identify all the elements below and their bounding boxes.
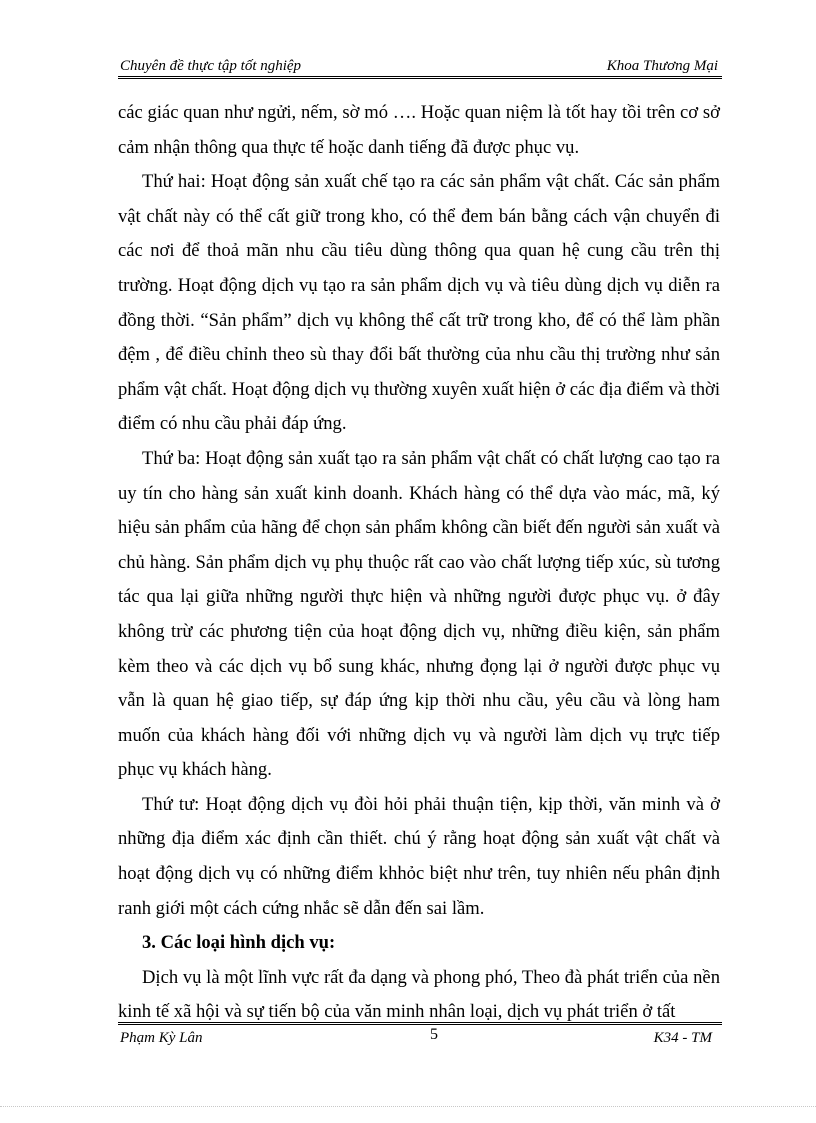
footer-divider	[118, 1022, 722, 1025]
page-number: 5	[430, 1026, 438, 1043]
section-heading: 3. Các loại hình dịch vụ:	[142, 932, 336, 954]
paragraph-continuation: các giác quan như ngửi, nếm, sờ mó …. Hoặc quan niệm là tốt hay tồi trên cơ sở cảm nhận thông qua thực tế hoặc danh tiếng đã được phục vụ.	[118, 102, 720, 158]
footer-class: K34 - TM	[653, 1030, 712, 1046]
paragraph-service-types: Dịch vụ là một lĩnh vực rất đa dạng và phong phó, Theo đà phát triển của nền kinh tế xã hội và sự tiến bộ của văn minh nhân loại, dịch vụ phát triển ở tất	[118, 966, 720, 1023]
document-body	[118, 96, 720, 1030]
paragraph-third-point: Thứ ba: Hoạt động sản xuất tạo ra sản phẩm vật chất có chất lượng cao tạo ra uy tín cho hàng sản xuất kinh doanh. Khách hàng có thể dựa vào mác, mã, ký hiệu sản phẩm của hãng để chọn sản phẩm không cần biết đến người sản xuất và chủ hàng. Sản phẩm dịch vụ phụ thuộc rất cao vào chất lượng tiếp xúc, sù tương tác qua lại giữa những người thực hiện và những người được phục vụ. ở đây không trừ các phương tiện của hoạt động dịch vụ, những điều kiện, sản phẩm kèm theo và các dịch vụ bổ sung khác, nhưng đọng lại ở người được phục vụ vẫn là quan hệ giao tiếp, sự đáp ứng kịp thời nhu cầu, yêu cầu và lòng ham muốn của khách hàng đối với những dịch vụ và người làm dịch vụ trực tiếp phục vụ khách hàng.	[118, 447, 720, 781]
paragraph-second-point: Thứ hai: Hoạt động sản xuất chế tạo ra các sản phẩm vật chất. Các sản phẩm vật chất này có thể cất giữ trong kho, có thể đem bán bằng cách vận chuyển đi các nơi để thoả mãn nhu cầu tiêu dùng thông qua quan hệ cung cầu trên thị trường. Hoạt động dịch vụ tạo ra sản phẩm dịch vụ và tiêu dùng dịch vụ diễn ra đồng thời. “Sản phẩm” dịch vụ không thể cất trữ trong kho, để có thể làm phần đệm , để điều chỉnh theo sù thay đổi bất thường của nhu cầu thị trường như sản phẩm vật chất. Hoạt động dịch vụ thường xuyên xuất hiện ở các địa điểm và thời điểm có nhu cầu phải đáp ứng.	[118, 171, 720, 435]
footer-author: Phạm Kỳ Lân	[120, 1030, 203, 1046]
paragraph-fourth-point: Thứ tư: Hoạt động dịch vụ đòi hỏi phải thuận tiện, kịp thời, văn minh và ở những địa điểm xác định cần thiết. chú ý rằng hoạt động sản xuất vật chất và hoạt động dịch vụ có những điểm khhỏc biệt như trên, tuy nhiên nếu phân định ranh giới một cách cứng nhắc sẽ dẫn đến sai lầm.	[118, 793, 720, 919]
header-department: Khoa Thương Mại	[606, 58, 718, 74]
page-header	[118, 56, 720, 78]
page-footer	[118, 1026, 720, 1050]
header-document-title: Chuyên đề thực tập tốt nghiệp	[120, 58, 302, 74]
header-divider	[118, 76, 722, 79]
page-boundary	[0, 1106, 816, 1107]
